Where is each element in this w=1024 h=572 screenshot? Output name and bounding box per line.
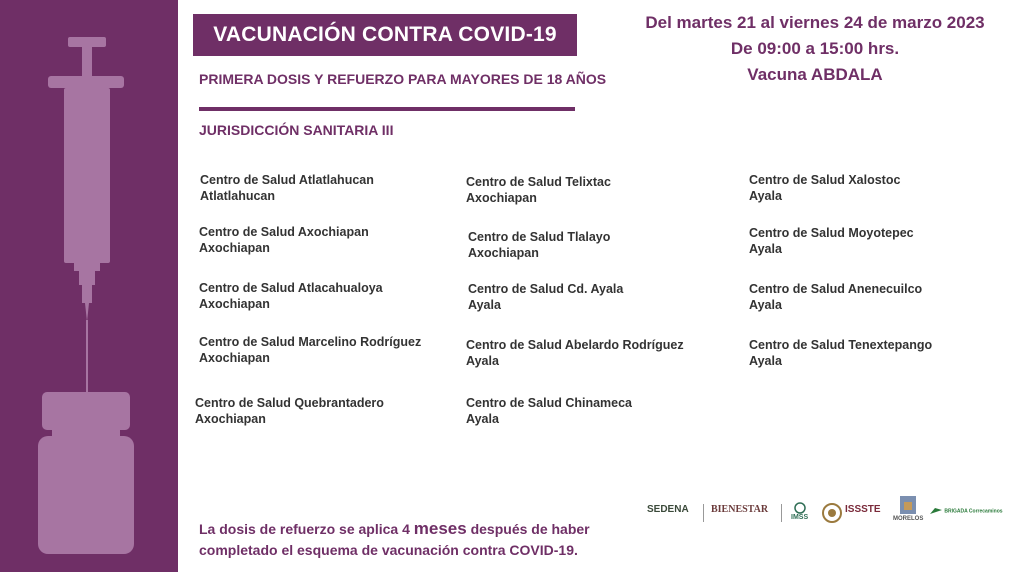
schedule-block (600, 10, 1024, 88)
divider (781, 504, 782, 522)
sedena-logo: SEDENA (647, 504, 689, 515)
center-municipality: Axochiapan (466, 191, 537, 205)
list-item (466, 174, 611, 206)
center-name: Centro de Salud Telixtac (466, 175, 611, 189)
morelos-emblem-icon (898, 494, 918, 516)
center-municipality: Atlatlahucan (200, 189, 276, 203)
list-item (200, 172, 374, 204)
bienestar-logo: BIENESTAR (711, 504, 769, 515)
issste-logo: ISSSTE (845, 504, 881, 515)
center-name: Centro de Salud Xalostoc (749, 173, 901, 187)
schedule-hours: De 09:00 a 15:00 hrs. (730, 39, 900, 58)
center-name: Centro de Salud Axochiapan (199, 225, 369, 239)
brigada-logo: BRIGADA Correcaminos (929, 506, 989, 516)
list-item (749, 225, 914, 257)
center-name: Centro de Salud Cd. Ayala (468, 282, 624, 296)
booster-note-after: después de haber completado el esquema de vacunación contra COVID-19. (199, 521, 590, 558)
schedule-vaccine: Vacuna ABDALA (747, 65, 883, 84)
center-municipality: Ayala (749, 189, 782, 203)
booster-note-before: La dosis de refuerzo se aplica 4 (199, 521, 414, 537)
center-municipality: Ayala (466, 354, 499, 368)
list-item (749, 337, 932, 369)
jurisdiction-label: JURISDICCIÓN SANITARIA III (199, 122, 394, 138)
center-name: Centro de Salud Marcelino Rodríguez (199, 335, 422, 349)
center-name: Centro de Salud Atlacahualoya (199, 281, 383, 295)
issste-emblem (821, 502, 843, 529)
booster-note-emphasis: meses (413, 519, 467, 538)
divider (199, 107, 575, 111)
center-municipality: Axochiapan (195, 412, 266, 426)
booster-note (199, 518, 639, 561)
list-item (749, 172, 900, 204)
center-municipality: Ayala (749, 354, 782, 368)
center-name: Centro de Salud Chinameca (466, 396, 633, 410)
issste-emblem-icon (821, 502, 843, 524)
list-item (468, 229, 610, 261)
center-name: Centro de Salud Quebrantadero (195, 396, 384, 410)
title-banner: VACUNACIÓN CONTRA COVID-19 (193, 14, 577, 56)
center-name: Centro de Salud Abelardo Rodríguez (466, 338, 684, 352)
brigada-bird-icon (929, 506, 943, 516)
subtitle: PRIMERA DOSIS Y REFUERZO PARA MAYORES DE 18 AÑOS (199, 71, 607, 87)
list-item (199, 280, 383, 312)
center-municipality: Axochiapan (199, 241, 270, 255)
imss-emblem-icon (794, 502, 806, 514)
center-name: Centro de Salud Tlalayo (468, 230, 611, 244)
syringe-icon (48, 37, 124, 392)
list-item (749, 281, 922, 313)
syringe-vial-illustration (0, 0, 178, 572)
list-item (199, 224, 369, 256)
morelos-logo: MORELOS (893, 494, 923, 522)
center-municipality: Axochiapan (468, 246, 539, 260)
list-item (466, 337, 684, 369)
list-item (199, 334, 421, 366)
vial-icon (38, 392, 134, 554)
list-item (468, 281, 623, 313)
center-name: Centro de Salud Tenextepango (749, 338, 933, 352)
center-municipality: Axochiapan (199, 351, 270, 365)
center-municipality: Ayala (749, 298, 782, 312)
schedule-dates: Del martes 21 al viernes 24 de marzo 2023 (645, 13, 985, 32)
side-panel (0, 0, 178, 572)
divider (703, 504, 704, 522)
center-name: Centro de Salud Anenecuilco (749, 282, 923, 296)
center-name: Centro de Salud Moyotepec (749, 226, 914, 240)
center-municipality: Axochiapan (199, 297, 270, 311)
center-municipality: Ayala (468, 298, 501, 312)
institution-logos (645, 492, 1003, 532)
center-municipality: Ayala (749, 242, 782, 256)
list-item (195, 395, 384, 427)
center-name: Centro de Salud Atlatlahucan (200, 173, 374, 187)
center-municipality: Ayala (466, 412, 499, 426)
list-item (466, 395, 632, 427)
imss-logo: IMSS (791, 502, 808, 521)
